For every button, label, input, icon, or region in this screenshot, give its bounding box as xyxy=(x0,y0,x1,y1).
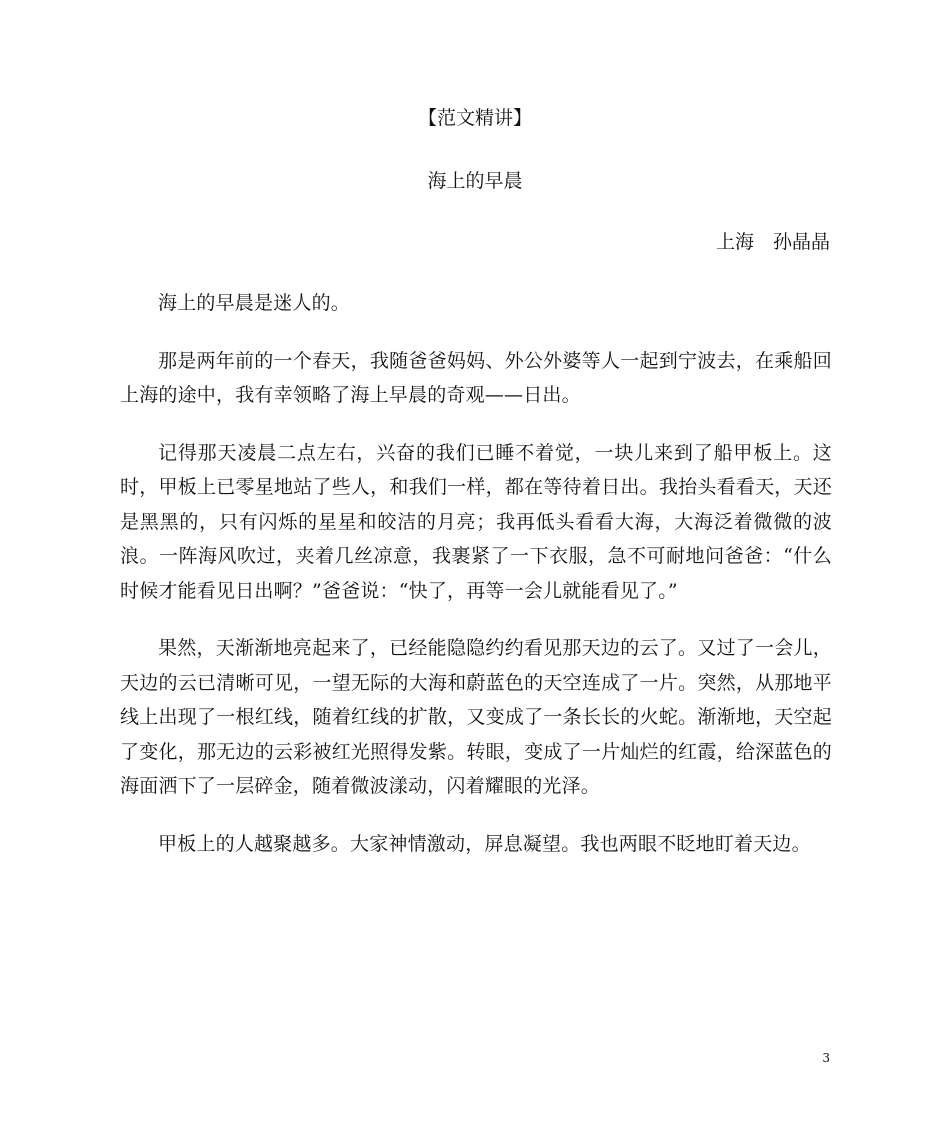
section-label: 【范文精讲】 xyxy=(417,107,532,129)
essay-title: 海上的早晨 xyxy=(427,170,523,192)
paragraph: 甲板上的人越聚越多。大家神情激动，屏息凝望。我也两眼不眨地盯着天边。 xyxy=(158,832,811,855)
page-number: 3 xyxy=(822,1051,830,1065)
essay-body xyxy=(120,286,832,884)
paragraph: 那是两年前的一个春天，我随爸爸妈妈、外公外婆等人一起到宁波去，在乘船回上海的途中，我有幸领略了海上早晨的奇观——日出。 xyxy=(120,349,832,406)
essay-author: 上海 孙晶晶 xyxy=(715,231,830,253)
paragraph: 记得那天凌晨二点左右，兴奋的我们已睡不着觉，一块儿来到了船甲板上。这时，甲板上已零星地站了些人，和我们一样，都在等待着日出。我抬头看看天，天还是黑黑的，只有闪烁的星星和皎洁的月亮；我再低头看看大海，大海泛着微微的波浪。一阵海风吹过，夹着几丝凉意，我裹紧了一下衣服，急不可耐地问爸爸：“什么时候才能看见日出啊？”爸爸说：“快了，再等一会儿就能看见了。” xyxy=(120,441,832,602)
paragraph: 果然，天渐渐地亮起来了，已经能隐隐约约看见那天边的云了。又过了一会儿，天边的云已清晰可见，一望无际的大海和蔚蓝色的天空连成了一片。突然，从那地平线上出现了一根红线，随着红线的扩散，又变成了一条长长的火蛇。渐渐地，天空起了变化，那无边的云彩被红光照得发紫。转眼，变成了一片灿烂的红霞，给深蓝色的海面洒下了一层碎金，随着微波漾动，闪着耀眼的光泽。 xyxy=(120,637,832,797)
paragraph: 海上的早晨是迷人的。 xyxy=(158,292,351,314)
